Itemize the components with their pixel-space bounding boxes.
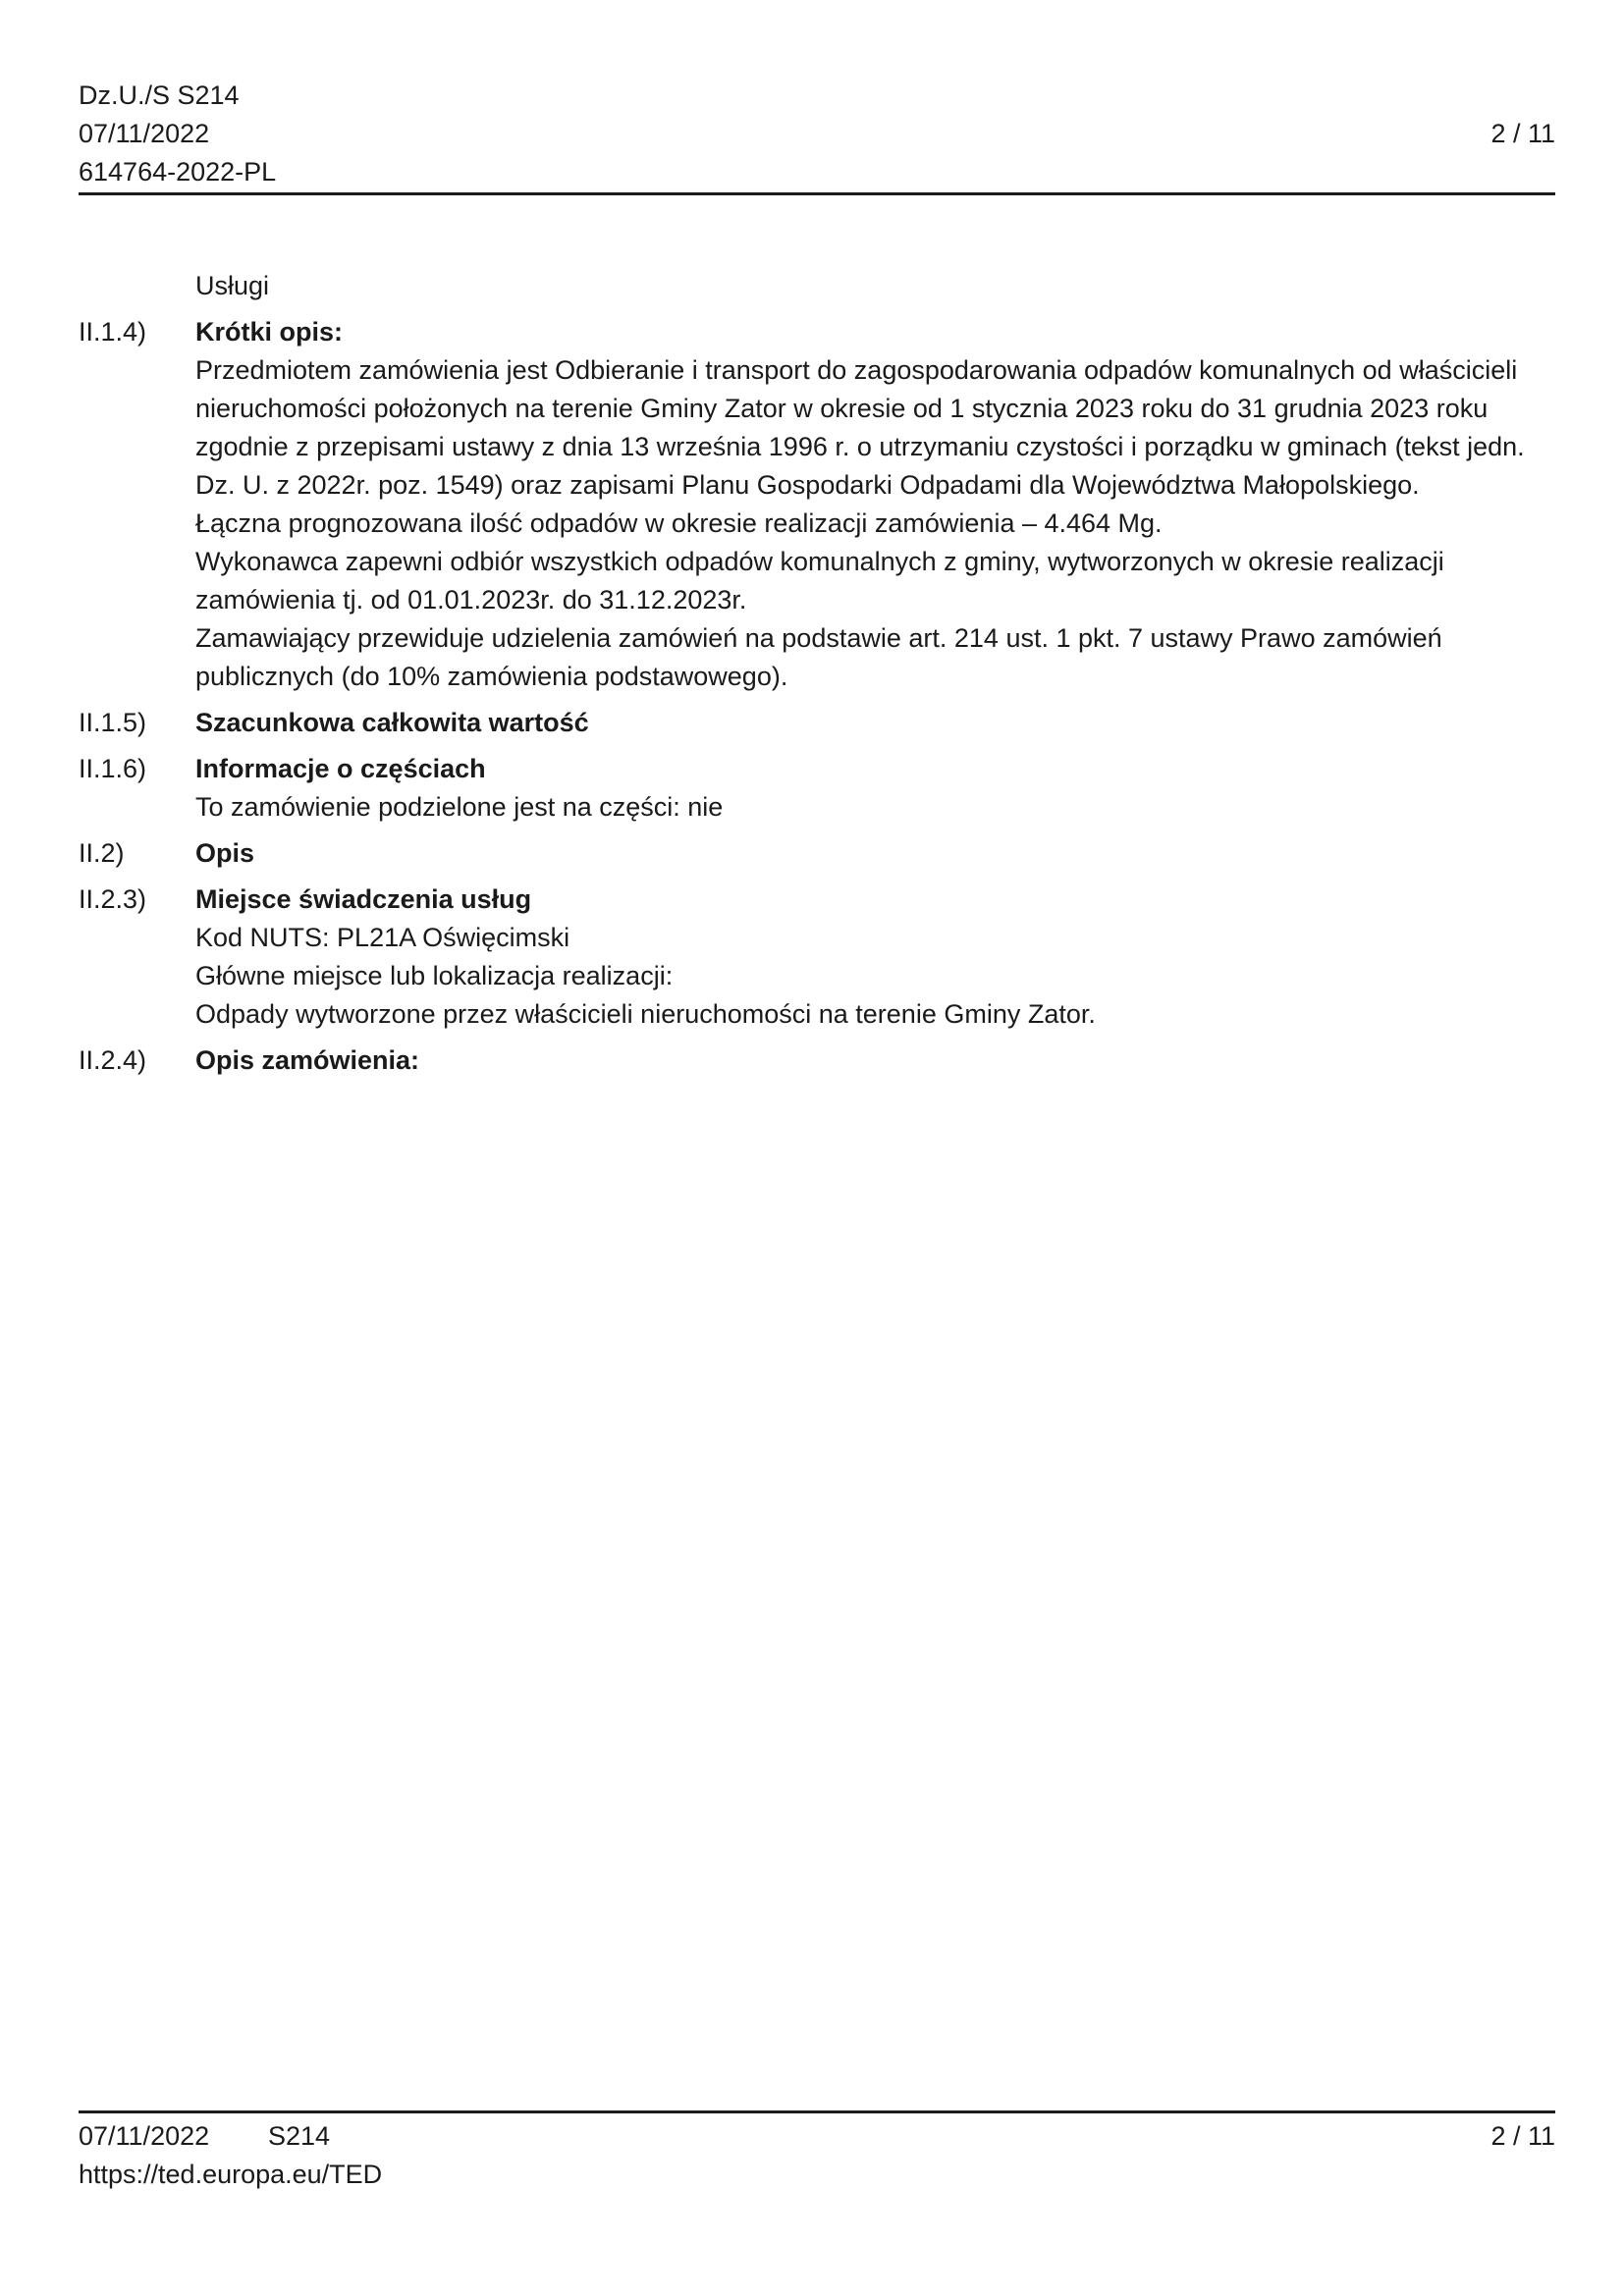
section-body [195, 750, 1555, 827]
footer-date-issue [79, 2117, 382, 2156]
section-number: II.2.4) [79, 1045, 147, 1075]
section-title: Opis zamówienia: [195, 1045, 420, 1075]
header-date: 07/11/2022 [79, 119, 210, 148]
section-number: II.1.6) [79, 754, 147, 783]
header-doc-ref: Dz.U./S S214 [79, 80, 240, 110]
page-footer [79, 2110, 1555, 2189]
section-procurement-description [79, 1041, 1555, 1080]
location-label: Główne miejsce lub lokalizacja realizacji: [195, 961, 674, 990]
footer-date: 07/11/2022 [79, 2121, 210, 2151]
section-number: II.1.4) [79, 317, 147, 347]
paragraph: Zamawiający przewiduje udzielenia zamówień na podstawie art. 214 ust. 1 pkt. 7 ustawy Prawo zamówień publicznych (do 10% zamówienia podstawowego). [195, 623, 1442, 691]
type-row [79, 267, 1555, 305]
section-number: II.2) [79, 838, 125, 868]
document-body [79, 267, 1555, 1088]
section-lots-info [79, 750, 1555, 827]
section-body [195, 313, 1555, 696]
section-place-of-performance [79, 881, 1555, 1034]
section-body [195, 881, 1555, 1034]
footer-url[interactable]: https://ted.europa.eu/TED [79, 2160, 383, 2189]
section-short-description [79, 313, 1555, 696]
section-title: Opis [195, 838, 255, 868]
location-text: Odpady wytworzone przez właścicieli nieruchomości na terenie Gminy Zator. [195, 999, 1096, 1029]
section-title: Miejsce świadczenia usług [195, 884, 532, 914]
section-number: II.2.3) [79, 884, 147, 914]
paragraph: Wykonawca zapewni odbiór wszystkich odpadów komunalnych z gminy, wytworzonych w okresie realizacji zamówienia tj. od 01.01.2023r. do 31.12.2023r. [195, 547, 1444, 614]
header-meta [79, 77, 276, 191]
footer-meta [79, 2117, 382, 2194]
footer-page-number: 2 / 11 [1490, 2121, 1555, 2151]
section-title: Informacje o częściach [195, 754, 486, 783]
paragraph: Łączna prognozowana ilość odpadów w okresie realizacji zamówienia – 4.464 Mg. [195, 508, 1163, 538]
section-title: Krótki opis: [195, 317, 344, 347]
page-header [79, 77, 1555, 195]
paragraph: Przedmiotem zamówienia jest Odbieranie i transport do zagospodarowania odpadów komunalnych od właścicieli nieruchomości położonych na terenie Gminy Zator w okresie od 1 stycznia 2023 roku do 31 grudnia 2023 roku zgodnie z przepisami ustawy z dnia 13 września 1996 r. o utrzymaniu czystości i porządku w gminach (tekst jedn. Dz. U. z 2022r. poz. 1549) oraz zapisami Planu Gospodarki Odpadami dla Województwa Małopolskiego. [195, 355, 1525, 500]
paragraph: To zamówienie podzielone jest na części: nie [195, 792, 724, 822]
footer-issue: S214 [268, 2121, 331, 2151]
header-page-number: 2 / 11 [1490, 119, 1555, 148]
contract-type-value: Usługi [195, 271, 270, 300]
section-title: Szacunkowa całkowita wartość [195, 708, 589, 737]
section-number [79, 267, 195, 305]
header-notice-id: 614764-2022-PL [79, 157, 277, 187]
section-number: II.1.5) [79, 708, 147, 737]
nuts-code: Kod NUTS: PL21A Oświęcimski [195, 923, 570, 952]
section-estimated-value [79, 704, 1555, 742]
section-description [79, 834, 1555, 873]
